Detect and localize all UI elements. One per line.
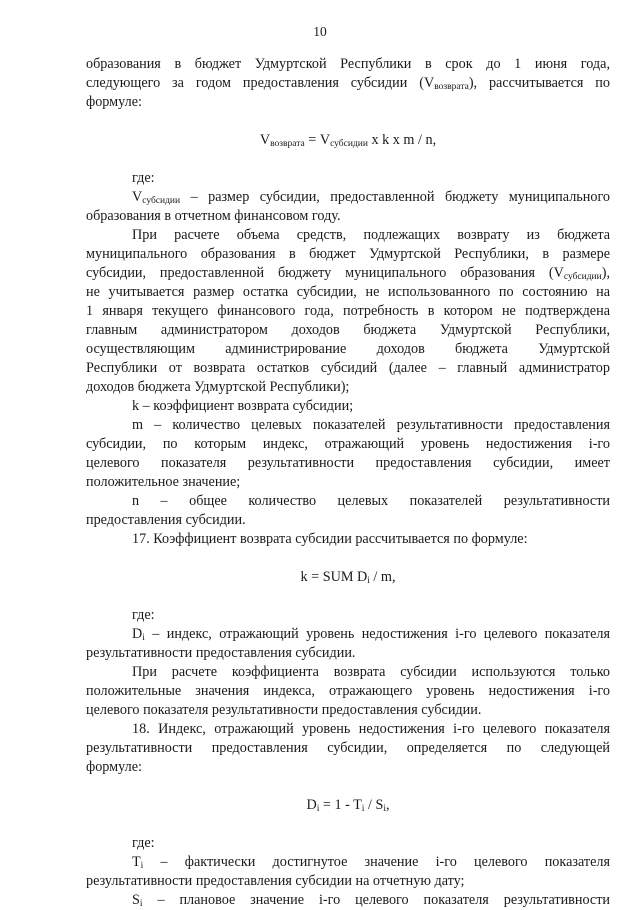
text-line: k – коэффициент возврата субсидии; (132, 398, 354, 414)
text-line: $S_i$ – плановое значение i-го целевого показателя результативности (132, 892, 610, 909)
text-line: субсидии, по которым индекс, отражающий уровень недостижения i-го (86, 436, 610, 452)
text-line: следующего за годом предоставления субсидии $(V_{возврата})$, рассчитывается по (86, 75, 610, 92)
text-line: главным администратором доходов бюджета Удмуртской Республики, (86, 322, 610, 338)
text-line: Республики от возврата остатков субсидий (далее – главный администратор (86, 360, 610, 376)
text-line: целевого показателя результативности предоставления субсидии. (86, 702, 482, 718)
page-number: 10 (313, 24, 327, 39)
text-line: субсидии, предоставленной бюджету муниципального образования $(V_{субсидии})$, (86, 265, 610, 282)
text-line: результативности предоставления субсидии на отчетную дату; (86, 873, 465, 889)
text-line: положительное значение; (86, 474, 241, 490)
formula-k: k = SUM $D_i$ / m, (300, 569, 396, 586)
text-line: $T_i$ – фактически достигнутое значение i-го целевого показателя (132, 854, 610, 871)
text-line: доходов бюджета Удмуртской Республики); (86, 379, 350, 395)
text-line: осуществляющим администрирование доходов бюджета Удмуртской (86, 341, 610, 357)
formula-d: $D_i = 1 - T_i / S_i$, (306, 797, 390, 814)
document-body (86, 55, 610, 910)
text-line: m – количество целевых показателей результативности предоставления (132, 417, 610, 433)
text-line: 1 января текущего финансового года, потребность в котором не подтверждена (86, 303, 610, 319)
text-line: не учитывается размер остатка субсидии, не использованного по состоянию на (86, 284, 610, 300)
section-17: 17. Коэффициент возврата субсидии рассчитывается по формуле: (132, 531, 528, 547)
text-line: предоставления субсидии. (86, 512, 246, 528)
where-label: где: (132, 607, 155, 623)
text-line: При расчете объема средств, подлежащих возврату из бюджета (132, 227, 610, 243)
text-line: результативности предоставления субсидии, определяется по следующей (86, 740, 610, 756)
text-line: $V_{субсидии}$ – размер субсидии, предоставленной бюджету муниципального (132, 189, 610, 206)
text-line: муниципального образования в бюджет Удмуртской Республики, в размере (86, 246, 610, 262)
where-label: где: (132, 170, 155, 186)
text-line: n – общее количество целевых показателей результативности (132, 493, 610, 509)
text-line: формуле: (86, 759, 142, 775)
section-18: 18. Индекс, отражающий уровень недостижения i-го целевого показателя (132, 721, 610, 737)
text-line: результативности предоставления субсидии. (86, 645, 356, 661)
text-line: образования в бюджет Удмуртской Республики в срок до 1 июня года, (86, 56, 610, 72)
formula-v-return: $V_{возврата} = V_{субсидии}$ x k x m / n, (259, 132, 437, 149)
text-line: положительные значения индекса, отражающего уровень недостижения i-го (86, 683, 610, 699)
text-line: $D_i$ – индекс, отражающий уровень недостижения i-го целевого показателя (132, 626, 610, 643)
text-line: формуле: (86, 94, 142, 110)
text-line: При расчете коэффициента возврата субсидии используются только (132, 664, 610, 680)
where-label: где: (132, 835, 155, 851)
text-line: целевого показателя результативности предоставления субсидии, имеет (86, 455, 610, 471)
text-line: образования в отчетном финансовом году. (86, 208, 341, 224)
